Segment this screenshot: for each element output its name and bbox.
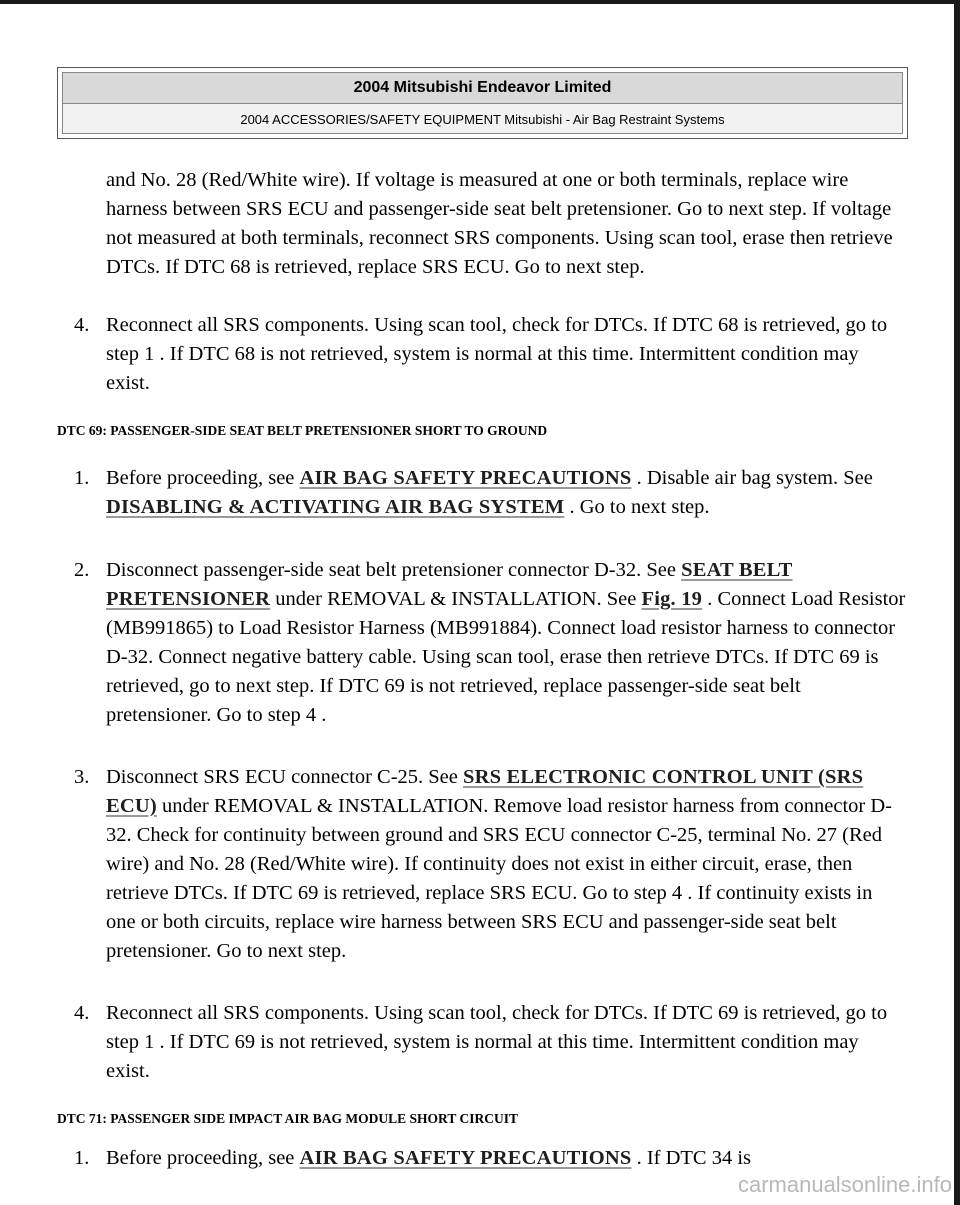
text-run: . If DTC 34 is (631, 1147, 752, 1169)
continuation-paragraph: and No. 28 (Red/White wire). If voltage is measured at one or both terminals, replace wire harness between SRS ECU and passenger-side seat belt pretensioner. Go to next step. If voltage not measured at both terminals, reconnect SRS components. Using scan tool, erase then retrieve DTCs. If DTC 68 is retrieved, replace SRS ECU. Go to next step. (106, 169, 893, 278)
step-text: Reconnect all SRS components. Using scan tool, check for DTCs. If DTC 69 is retrieved, go to step 1 . If DTC 69 is not retrieved, system is normal at this time. Intermittent condition may exist. (106, 1002, 888, 1082)
link-srs-electronic-control-unit[interactable]: SRS ELECTRONIC CONTROL UNIT (SRS ECU) (106, 766, 864, 817)
text-run: Disconnect passenger-side seat belt pretensioner connector D-32. See (106, 559, 682, 581)
step-number: 4. (74, 314, 90, 336)
header-subtitle: 2004 ACCESSORIES/SAFETY EQUIPMENT Mitsubishi - Air Bag Restraint Systems (63, 104, 902, 133)
section-heading: DTC 71: PASSENGER SIDE IMPACT AIR BAG MODULE SHORT CIRCUIT (57, 1111, 518, 1126)
text-run: under REMOVAL & INSTALLATION. Remove load resistor harness from connector D-32. Check for continuity between ground and SRS ECU connector C-25, terminal No. 27 (Red wire) and No. 28 (Red/White wire). If continuity does not exist in either circuit, erase, then retrieve DTCs. If DTC 69 is retrieved, replace SRS ECU. Go to step 4 . If continuity exists in one or both circuits, replace wire harness between SRS ECU and passenger-side seat belt pretensioner. Go to next step. (106, 795, 892, 962)
header-title: 2004 Mitsubishi Endeavor Limited (63, 73, 902, 104)
section-heading: DTC 69: PASSENGER-SIDE SEAT BELT PRETENSIONER SHORT TO GROUND (57, 423, 548, 438)
watermark: carmanualsonline.info (737, 1172, 952, 1197)
right-border (954, 0, 960, 1205)
step-text (106, 556, 906, 730)
top-border (0, 0, 960, 4)
text-run: under REMOVAL & INSTALLATION. See (270, 588, 642, 610)
link-seat-belt-pretensioner[interactable]: SEAT BELT PRETENSIONER (106, 559, 793, 610)
step-number: 1. (74, 467, 90, 489)
link-air-bag-safety-precautions[interactable]: AIR BAG SAFETY PRECAUTIONS (299, 467, 632, 489)
text-run: . Connect Load Resistor (MB991865) to Load Resistor Harness (MB991884). Connect load resistor harness to connector D-32. Connect negative battery cable. Using scan tool, erase then retrieve DTCs. If DTC 69 is retrieved, go to next step. If DTC 69 is not retrieved, replace passenger-side seat belt pretensioner. Go to step 4 . (106, 588, 906, 726)
step-text (106, 1144, 906, 1173)
step-text (106, 763, 906, 966)
step-number: 4. (74, 1002, 90, 1024)
text-run: . Disable air bag system. See (631, 467, 873, 489)
text-run: Before proceeding, see (106, 467, 300, 489)
document-header (57, 67, 908, 139)
step-number: 3. (74, 766, 90, 788)
step-number: 2. (74, 559, 90, 581)
link-fig-19[interactable]: Fig. 19 (641, 588, 703, 610)
step-text (106, 464, 906, 522)
step-number: 1. (74, 1147, 90, 1169)
text-run: Before proceeding, see (106, 1147, 300, 1169)
text-run: . Go to next step. (564, 496, 710, 518)
link-air-bag-safety-precautions[interactable]: AIR BAG SAFETY PRECAUTIONS (299, 1147, 632, 1169)
link-disabling-activating-air-bag-system[interactable]: DISABLING & ACTIVATING AIR BAG SYSTEM (106, 496, 565, 518)
step-text: Reconnect all SRS components. Using scan tool, check for DTCs. If DTC 68 is retrieved, go to step 1 . If DTC 68 is not retrieved, system is normal at this time. Intermittent condition may exist. (106, 314, 888, 394)
text-run: Disconnect SRS ECU connector C-25. See (106, 766, 463, 788)
